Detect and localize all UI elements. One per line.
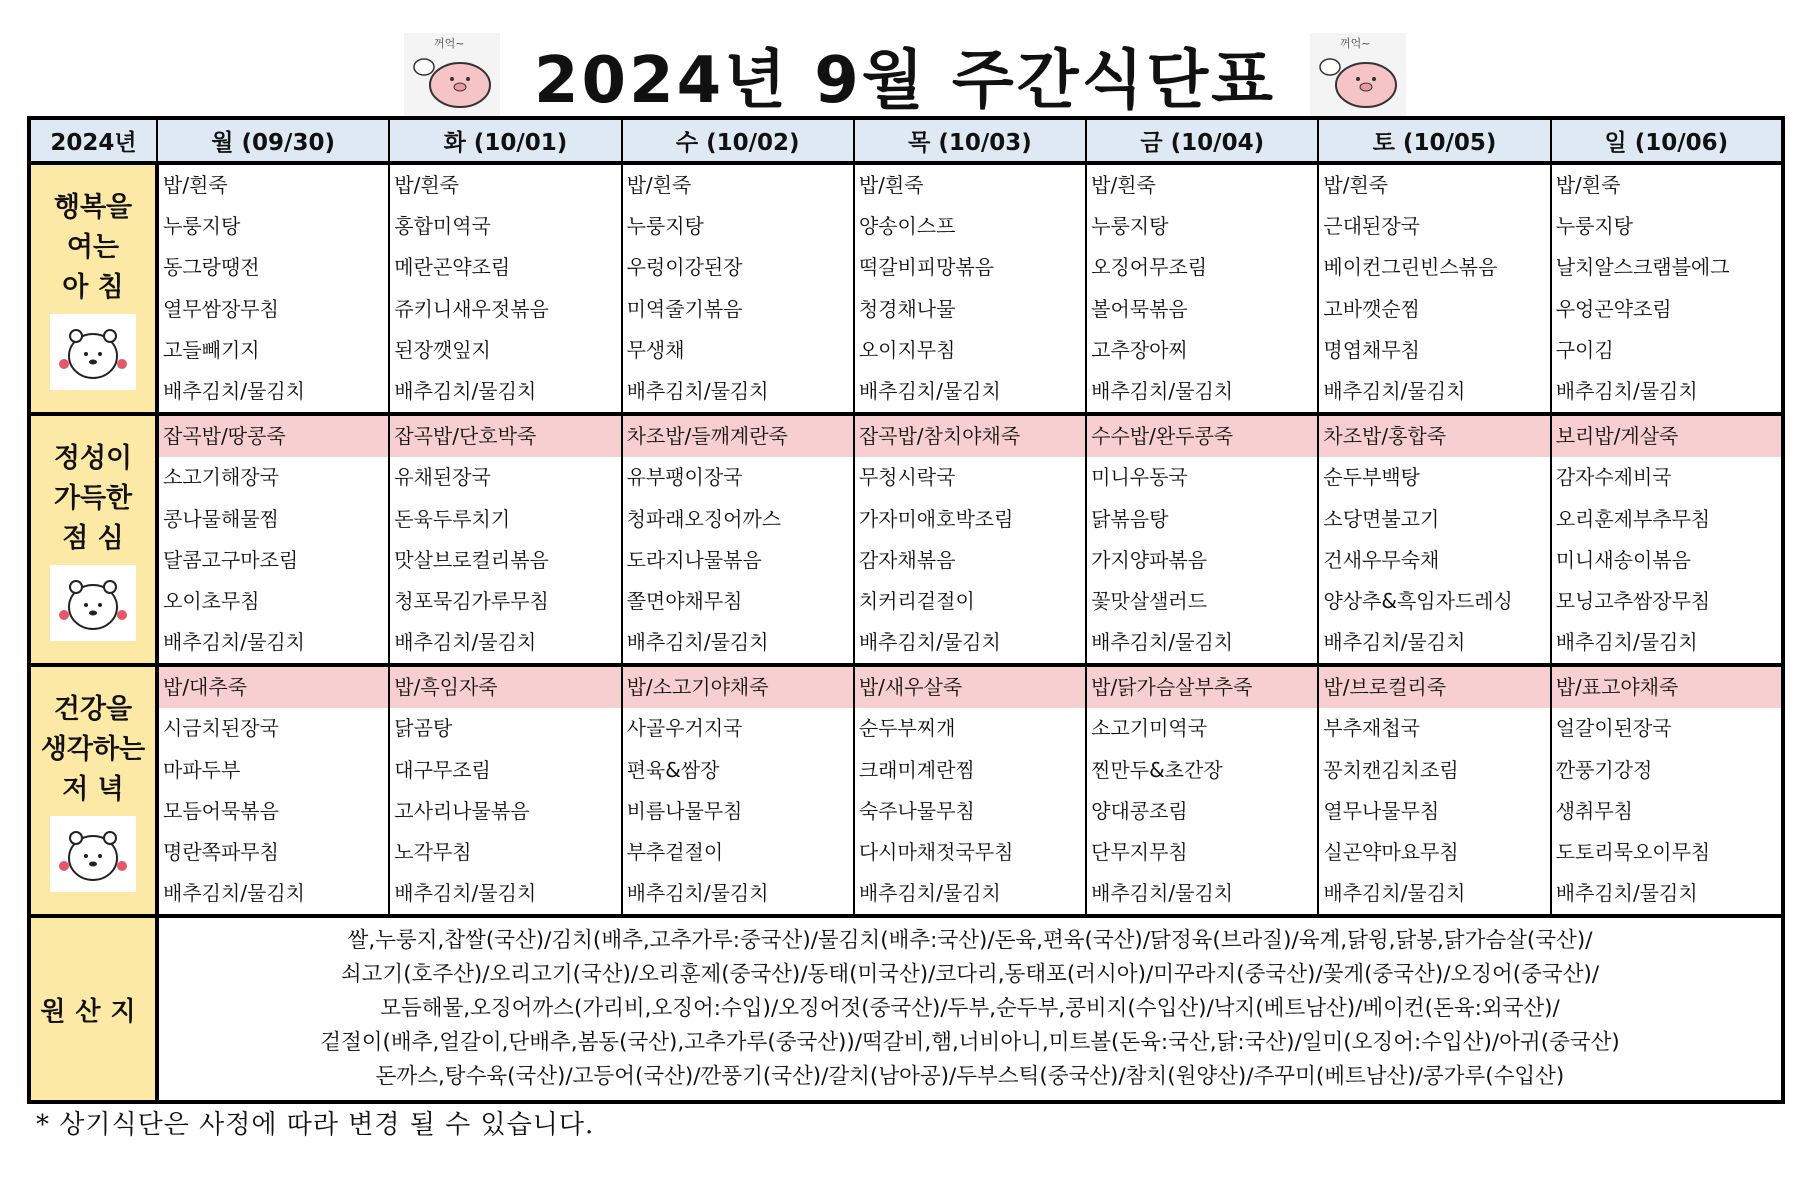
menu-item: 모닝고추쌈장무침 (1555, 588, 1711, 613)
rice-porridge-item: 밥/흰죽 (858, 173, 924, 197)
menu-item: 고추장아찌 (1091, 337, 1188, 362)
dinner-row (29, 665, 1783, 916)
weekly-menu-table (27, 116, 1785, 1104)
rice-porridge-item: 밥/새우살죽 (855, 667, 1085, 708)
meal-label-line: 아 침 (62, 271, 124, 303)
menu-item: 부추재첩국 (1323, 716, 1421, 741)
rice-porridge-item: 차조밥/홍합죽 (1319, 416, 1549, 457)
menu-list (1552, 667, 1781, 914)
menu-item: 가지양파볶음 (1091, 547, 1208, 572)
menu-list (1552, 165, 1781, 412)
menu-item: 명란쪽파무침 (163, 840, 279, 864)
menu-item: 닭곰탕 (394, 716, 453, 741)
menu-item: 감자수제비국 (1555, 465, 1672, 490)
menu-item: 양송이스프 (858, 214, 956, 239)
burping-pig-icon (404, 33, 500, 117)
menu-item: 배추김치/물김치 (626, 881, 769, 906)
menu-item: 미니우동국 (1091, 465, 1188, 490)
rice-porridge-item: 잡곡밥/참치야채죽 (855, 416, 1085, 457)
menu-list (1552, 416, 1781, 663)
menu-item: 생취무침 (1555, 798, 1633, 823)
rice-porridge-item: 밥/표고야채죽 (1552, 667, 1781, 708)
dinner-label (29, 665, 157, 916)
menu-list (390, 667, 620, 914)
menu-item: 소고기해장국 (163, 465, 279, 490)
menu-item: 누룽지탕 (626, 214, 704, 239)
breakfast-mon-cell (157, 163, 389, 414)
lunch-thu-cell (854, 414, 1086, 665)
menu-item: 볼어묵볶음 (1091, 296, 1188, 321)
menu-item: 배추김치/물김치 (1091, 630, 1234, 655)
menu-item: 배추김치/물김치 (1091, 881, 1234, 906)
menu-item: 명엽채무침 (1323, 337, 1421, 362)
menu-list (159, 165, 388, 412)
menu-item: 달콤고구마조림 (163, 547, 299, 572)
menu-item: 모듬어묵볶음 (163, 798, 279, 823)
menu-item: 배추김치/물김치 (626, 378, 769, 403)
menu-list (1087, 416, 1317, 663)
menu-list (159, 667, 388, 914)
menu-item: 시금치된장국 (163, 716, 279, 741)
menu-item: 배추김치/물김치 (1555, 881, 1698, 906)
meal-label-line: 여는 (66, 231, 120, 263)
menu-item: 실곤약마요무침 (1323, 840, 1459, 864)
origin-line: 겉절이(배추,얼갈이,단배추,봄동(국산),고추가루(중국산))/떡갈비,햄,너비아니,미트볼(돈육:국산,닭:국산)/일미(오징어:수입산)/아귀(중국산) (320, 1030, 1620, 1056)
menu-list (1319, 667, 1549, 914)
menu-list (623, 416, 853, 663)
menu-item: 배추김치/물김치 (1555, 630, 1698, 655)
menu-item: 누룽지탕 (1091, 214, 1169, 239)
menu-item: 꽃맛살샐러드 (1091, 588, 1208, 613)
bear-flowers-icon (50, 816, 136, 892)
menu-list (855, 165, 1085, 412)
rice-porridge-item: 밥/브로컬리죽 (1319, 667, 1549, 708)
menu-item: 숙주나물무침 (858, 798, 975, 823)
lunch-row (29, 414, 1783, 665)
menu-list (1087, 667, 1317, 914)
breakfast-row (29, 163, 1783, 414)
menu-item: 쥬키니새우젓볶음 (394, 296, 549, 321)
menu-list (159, 416, 388, 663)
menu-item: 순두부백탕 (1323, 465, 1421, 490)
menu-item: 순두부찌개 (858, 716, 956, 741)
menu-item: 배추김치/물김치 (858, 881, 1001, 906)
menu-item: 근대된장국 (1323, 214, 1421, 239)
menu-item: 배추김치/물김치 (394, 378, 537, 403)
menu-item: 오징어무조림 (1091, 255, 1208, 280)
lunch-label (29, 414, 157, 665)
day-header-sun: 일 (10/06) (1551, 118, 1783, 163)
menu-item: 도토리묵오이무침 (1555, 840, 1711, 864)
menu-item: 오리훈제부추무침 (1555, 506, 1711, 531)
menu-item: 찐만두&초간장 (1091, 757, 1223, 782)
menu-list (1319, 165, 1549, 412)
day-header-tue: 화 (10/01) (389, 118, 621, 163)
menu-item: 미니새송이볶음 (1555, 547, 1691, 572)
meal-label-line: 건강을 (53, 693, 133, 725)
lunch-tue-cell (389, 414, 621, 665)
meal-label-line: 가득한 (53, 482, 133, 514)
burping-pig-icon (1310, 33, 1406, 117)
year-header: 2024년 (29, 118, 157, 163)
lunch-mon-cell (157, 414, 389, 665)
menu-item: 배추김치/물김치 (163, 630, 305, 655)
rice-porridge-item: 수수밥/완두콩죽 (1087, 416, 1317, 457)
origin-text (157, 916, 1783, 1102)
menu-item: 소당면불고기 (1323, 506, 1440, 531)
menu-item: 꽁치캔김치조림 (1323, 757, 1459, 782)
origin-row (29, 916, 1783, 1102)
dinner-wed-cell (622, 665, 854, 916)
rice-porridge-item: 밥/흰죽 (626, 173, 692, 197)
menu-item: 미역줄기볶음 (626, 296, 743, 321)
menu-item: 소고기미역국 (1091, 716, 1208, 741)
origin-label: 원산지 (29, 916, 157, 1102)
rice-porridge-item: 차조밥/들깨계란죽 (623, 416, 853, 457)
menu-item: 날치알스크램블에그 (1555, 255, 1730, 280)
menu-item: 배추김치/물김치 (394, 630, 537, 655)
rice-porridge-item: 잡곡밥/단호박죽 (390, 416, 620, 457)
menu-item: 우렁이강된장 (626, 255, 743, 280)
menu-item: 무청시락국 (858, 465, 956, 490)
menu-item: 치커리겉절이 (858, 588, 975, 613)
menu-item: 구이김 (1555, 337, 1614, 362)
menu-list (390, 416, 620, 663)
day-header-thu: 목 (10/03) (854, 118, 1086, 163)
rice-porridge-item: 밥/대추죽 (159, 667, 388, 708)
origin-line: 돈까스,탕수육(국산)/고등어(국산)/깐풍기(국산)/갈치(남아공)/두부스틱(중국산)/참치(원양산)/주꾸미(베트남산)/콩가루(수입산) (375, 1064, 1565, 1090)
menu-item: 열무쌈장무침 (163, 296, 279, 321)
day-header-mon: 월 (09/30) (157, 118, 389, 163)
title-mascot-text: 꺼억~ (1340, 37, 1371, 50)
menu-list (1087, 165, 1317, 412)
menu-item: 양상추&흑임자드레싱 (1323, 588, 1513, 613)
breakfast-label (29, 163, 157, 414)
menu-item: 노각무침 (394, 840, 472, 864)
rice-porridge-item: 밥/흰죽 (1091, 173, 1156, 197)
rice-porridge-item: 잡곡밥/땅콩죽 (159, 416, 388, 457)
bear-hearts-icon (50, 314, 136, 390)
menu-item: 된장깻잎지 (394, 337, 491, 362)
menu-item: 무생채 (626, 337, 685, 362)
menu-item: 우엉곤약조림 (1555, 296, 1672, 321)
rice-porridge-item: 밥/소고기야채죽 (623, 667, 853, 708)
menu-item: 맛살브로컬리볶음 (394, 547, 549, 572)
meal-label-line: 정성이 (53, 442, 133, 474)
dinner-tue-cell (389, 665, 621, 916)
menu-item: 오이지무침 (858, 337, 956, 362)
rice-porridge-item: 밥/흑임자죽 (390, 667, 620, 708)
menu-item: 베이컨그린빈스볶음 (1323, 255, 1498, 280)
menu-item: 배추김치/물김치 (1555, 378, 1698, 403)
menu-item: 메란곤약조림 (394, 255, 511, 280)
menu-item: 누룽지탕 (1555, 214, 1633, 239)
menu-item: 고바깻순찜 (1323, 296, 1421, 321)
menu-item: 깐풍기강정 (1555, 757, 1653, 782)
menu-item: 감자채볶음 (858, 547, 956, 572)
origin-line: 쌀,누룽지,찹쌀(국산)/김치(배추,고추가루:중국산)/물김치(배추:국산)/돈육,편육(국산)/닭정육(브라질)/육계,닭윙,닭봉,닭가슴살(국산)/ (347, 928, 1593, 954)
menu-item: 배추김치/물김치 (163, 881, 305, 906)
title-mascot-text: 꺼억~ (434, 37, 465, 50)
dinner-mon-cell (157, 665, 389, 916)
title-row (0, 30, 1810, 120)
dinner-sun-cell (1551, 665, 1783, 916)
meal-label-line: 생각하는 (40, 733, 146, 765)
menu-item: 사골우거지국 (626, 716, 743, 741)
meal-label-line: 행복을 (53, 191, 133, 223)
menu-item: 부추겉절이 (626, 840, 724, 864)
lunch-sun-cell (1551, 414, 1783, 665)
menu-item: 대구무조림 (394, 757, 491, 782)
menu-item: 건새우무숙채 (1323, 547, 1440, 572)
menu-item: 유부팽이장국 (626, 465, 743, 490)
menu-item: 단무지무침 (1091, 840, 1188, 864)
breakfast-sat-cell (1318, 163, 1550, 414)
rice-porridge-item: 밥/흰죽 (1323, 173, 1389, 197)
menu-item: 청경채나물 (858, 296, 956, 321)
menu-list (623, 165, 853, 412)
day-header-sat: 토 (10/05) (1318, 118, 1550, 163)
day-header-fri: 금 (10/04) (1086, 118, 1318, 163)
menu-item: 배추김치/물김치 (1323, 630, 1466, 655)
menu-item: 배추김치/물김치 (858, 630, 1001, 655)
rice-porridge-item: 밥/닭가슴살부추죽 (1087, 667, 1317, 708)
rice-porridge-item: 밥/흰죽 (394, 173, 459, 197)
menu-item: 배추김치/물김치 (1323, 378, 1466, 403)
menu-item: 청포묵김가루무침 (394, 588, 549, 613)
menu-item: 편육&쌈장 (626, 757, 720, 782)
origin-line: 쇠고기(호주산)/오리고기(국산)/오리훈제(중국산)/동태(미국산)/코다리,동태포(러시아)/미꾸라지(중국산)/꽃게(중국산)/오징어(중국산)/ (340, 962, 1600, 988)
header-row (29, 118, 1783, 163)
menu-item: 콩나물해물찜 (163, 506, 279, 531)
menu-list (623, 667, 853, 914)
menu-list (390, 165, 620, 412)
menu-item: 배추김치/물김치 (858, 378, 1001, 403)
menu-list (855, 416, 1085, 663)
lunch-sat-cell (1318, 414, 1550, 665)
menu-item: 배추김치/물김치 (394, 881, 537, 906)
day-header-wed: 수 (10/02) (622, 118, 854, 163)
breakfast-wed-cell (622, 163, 854, 414)
menu-item: 크래미계란찜 (858, 757, 975, 782)
menu-item: 누룽지탕 (163, 214, 241, 239)
rice-porridge-item: 보리밥/게살죽 (1552, 416, 1781, 457)
origin-line: 모듬해물,오징어까스(가리비,오징어:수입)/오징어젓(중국산)/두부,순두부,콩비지(수입산)/낙지(베트남산)/베이컨(돈육:외국산)/ (380, 996, 1560, 1022)
menu-item: 동그랑땡전 (163, 255, 260, 280)
rice-porridge-item: 밥/흰죽 (163, 173, 228, 197)
breakfast-sun-cell (1551, 163, 1783, 414)
menu-item: 홍합미역국 (394, 214, 491, 239)
menu-item: 고들빼기지 (163, 337, 260, 362)
menu-item: 양대콩조림 (1091, 798, 1188, 823)
menu-item: 오이초무침 (163, 588, 260, 613)
meal-label-line: 점 심 (62, 522, 124, 554)
menu-item: 얼갈이된장국 (1555, 716, 1672, 741)
menu-item: 열무나물무침 (1323, 798, 1440, 823)
rice-porridge-item: 밥/흰죽 (1555, 173, 1621, 197)
menu-item: 배추김치/물김치 (626, 630, 769, 655)
menu-item: 배추김치/물김치 (1323, 881, 1466, 906)
meal-label-line: 저 녁 (62, 773, 124, 805)
bear-bib-icon (50, 565, 136, 641)
footnote: * 상기식단은 사정에 따라 변경 될 수 있습니다. (36, 1110, 595, 1140)
page-title: 2024년 9월 주간식단표 (534, 44, 1276, 118)
menu-item: 고사리나물볶음 (394, 798, 530, 823)
menu-item: 도라지나물볶음 (626, 547, 762, 572)
breakfast-tue-cell (389, 163, 621, 414)
breakfast-fri-cell (1086, 163, 1318, 414)
menu-item: 청파래오징어까스 (626, 506, 782, 531)
menu-item: 닭볶음탕 (1091, 506, 1169, 531)
menu-item: 유채된장국 (394, 465, 491, 490)
breakfast-thu-cell (854, 163, 1086, 414)
menu-item: 가자미애호박조림 (858, 506, 1014, 531)
lunch-wed-cell (622, 414, 854, 665)
menu-item: 배추김치/물김치 (163, 378, 305, 403)
menu-list (1319, 416, 1549, 663)
dinner-fri-cell (1086, 665, 1318, 916)
menu-item: 마파두부 (163, 757, 241, 782)
menu-item: 배추김치/물김치 (1091, 378, 1234, 403)
lunch-fri-cell (1086, 414, 1318, 665)
menu-item: 다시마채젓국무침 (858, 840, 1014, 864)
dinner-sat-cell (1318, 665, 1550, 916)
menu-item: 돈육두루치기 (394, 506, 511, 531)
menu-item: 쫄면야채무침 (626, 588, 743, 613)
dinner-thu-cell (854, 665, 1086, 916)
menu-list (855, 667, 1085, 914)
menu-item: 비름나물무침 (626, 798, 743, 823)
menu-item: 떡갈비피망볶음 (858, 255, 995, 280)
